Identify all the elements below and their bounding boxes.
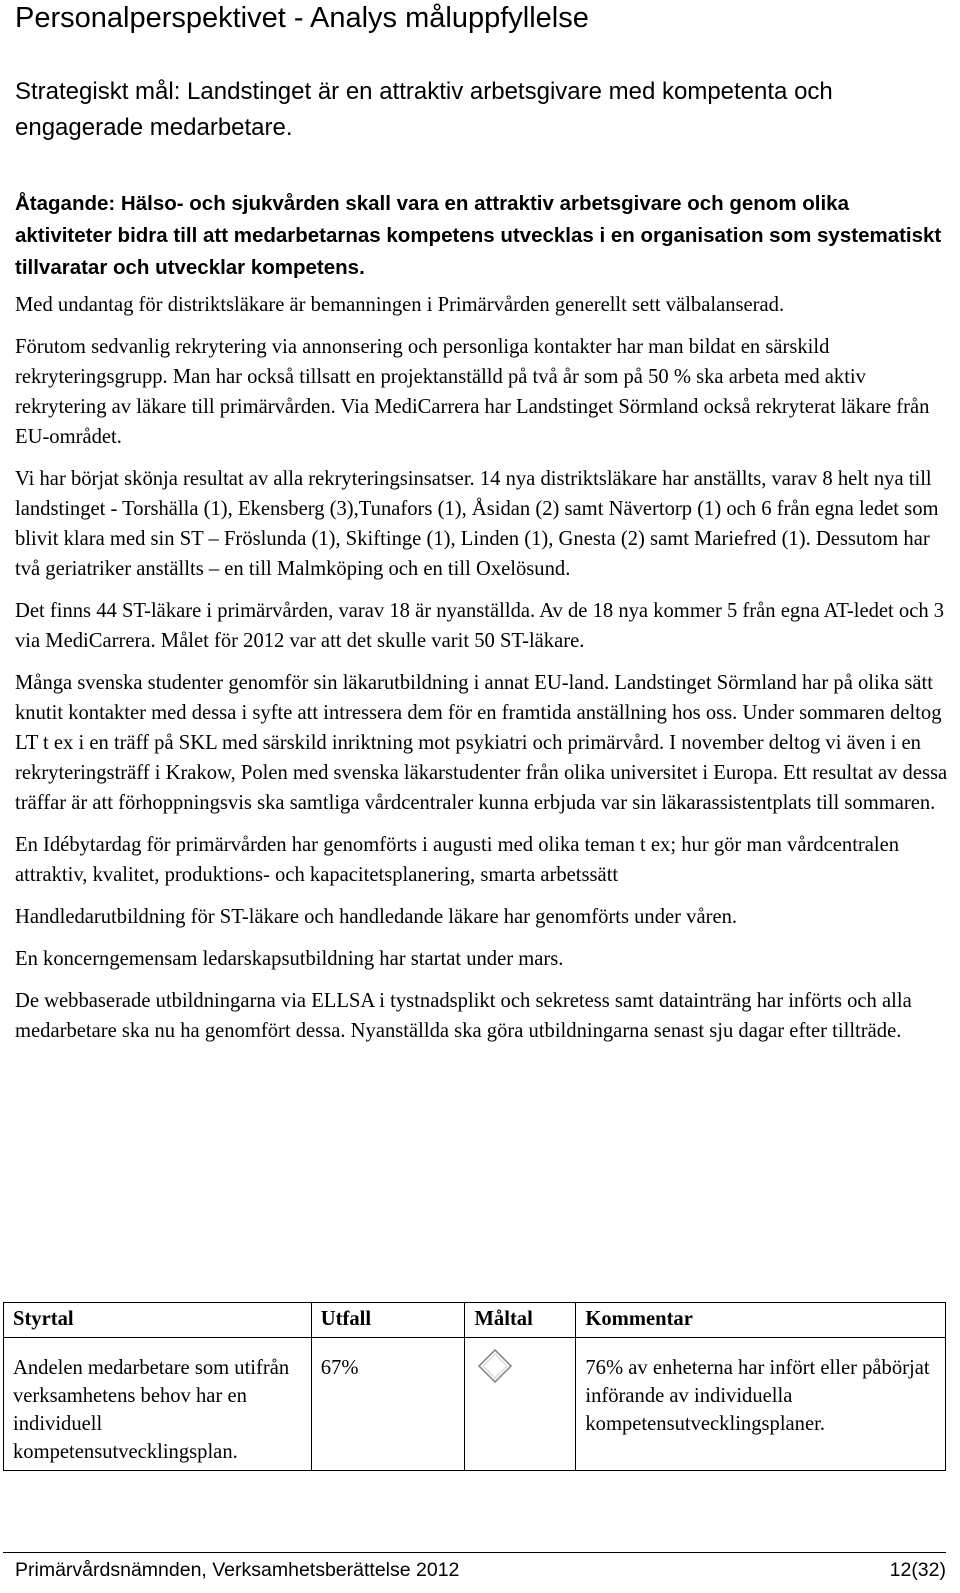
body-text [15, 290, 950, 1058]
diamond-outline-icon [476, 1348, 514, 1386]
strategic-goal: Strategiskt mål: Landstinget är en attraktiv arbetsgivare med kompetenta och engagerade medarbetare. [15, 78, 833, 141]
header-measure: Styrtal [4, 1303, 312, 1338]
cell-target [465, 1338, 576, 1471]
page-number: 12(32) [889, 1559, 946, 1581]
table-row [4, 1338, 946, 1471]
header-comment: Kommentar [576, 1303, 946, 1338]
page-title: Personalperspektivet - Analys måluppfyllelse [15, 2, 589, 34]
paragraph-students: Många svenska studenter genomför sin läkarutbildning i annat EU-land. Landstinget Sörmland har på olika sätt knutit kontakter med dessa i syfte att intressera dem för en framtida anställning hos oss. Under sommaren deltog LT t ex i en träff på SKL med särskild inriktning mot psykiatri och primärvård. I november deltog vi även i en rekryteringsträff i Krakow, Polen med svenska läkarstudenter från olika universitet i Europa. Ett resultat av dessa träffar är att förhoppningsvis ska samtliga vårdcentraler kunna erbjuda var sin läkarassistentplats till sommaren. [15, 672, 948, 814]
paragraph-results: Vi har börjat skönja resultat av alla rekryteringsinsatser. 14 nya distriktsläkare har anställts, varav 8 helt nya till landstinget - Torshälla (1), Ekensberg (3),Tunafors (1), Åsidan (2) samt Nävertorp (1) och 6 från egna ledet som blivit klara med sin ST – Fröslunda (1), Skiftinge (1), Linden (1), Gnesta (2) samt Mariefred (1). Dessutom har två geriatriker anställts – en till Malmköping och en till Oxelösund. [15, 468, 939, 580]
cell-comment: 76% av enheterna har infört eller påbörjat införande av individuella kompetensutvecklingsplaner. [576, 1338, 946, 1471]
header-target: Måltal [465, 1303, 576, 1338]
cell-outcome: 67% [311, 1338, 465, 1471]
page-footer [3, 1552, 946, 1581]
kpi-table [3, 1302, 946, 1471]
paragraph-staffing: Med undantag för distriktsläkare är bemanningen i Primärvården generellt sett välbalanserad. [15, 294, 785, 316]
header-outcome: Utfall [311, 1303, 465, 1338]
paragraph-st-doctors: Det finns 44 ST-läkare i primärvården, varav 18 är nyanställda. Av de 18 nya kommer 5 från egna AT-ledet och 3 via MediCarrera. Målet för 2012 var att det skulle varit 50 ST-läkare. [15, 600, 945, 652]
kpi-table-header [4, 1303, 946, 1338]
paragraph-idea-day: En Idébytardag för primärvården har genomförts i augusti med olika teman t ex; hur gör man vårdcentralen attraktiv, kvalitet, produktions- och kapacitetsplanering, smarta arbetssätt [15, 834, 900, 886]
paragraph-supervisor-training: Handledarutbildning för ST-läkare och handledande läkare har genomförts under våren. [15, 906, 738, 928]
commitment-statement: Åtagande: Hälso- och sjukvården skall vara en attraktiv arbetsgivare och genom olika aktiviteter bidra till att medarbetarnas kompetens utvecklas i en organisation som systematiskt tillvaratar och utvecklar kompetens. [15, 192, 942, 279]
footer-title: Primärvårdsnämnden, Verksamhetsberättelse 2012 [15, 1559, 460, 1581]
paragraph-leadership: En koncerngemensam ledarskapsutbildning har startat under mars. [15, 948, 564, 970]
cell-measure: Andelen medarbetare som utifrån verksamhetens behov har en individuell kompetensutvecklingsplan. [4, 1338, 312, 1471]
paragraph-recruitment: Förutom sedvanlig rekrytering via annonsering och personliga kontakter har man bildat en särskild rekryteringsgrupp. Man har också tillsatt en projektanställd på två år som på 50 % ska arbeta med aktiv rekrytering av läkare till primärvården. Via MediCarrera har Landstinget Sörmland också rekryterat läkare från EU-området. [15, 336, 930, 448]
paragraph-ellsa: De webbaserade utbildningarna via ELLSA i tystnadsplikt och sekretess samt datainträng har införts och alla medarbetare ska nu ha genomfört dessa. Nyanställda ska göra utbildningarna senast sju dagar efter tillträde. [15, 990, 912, 1042]
